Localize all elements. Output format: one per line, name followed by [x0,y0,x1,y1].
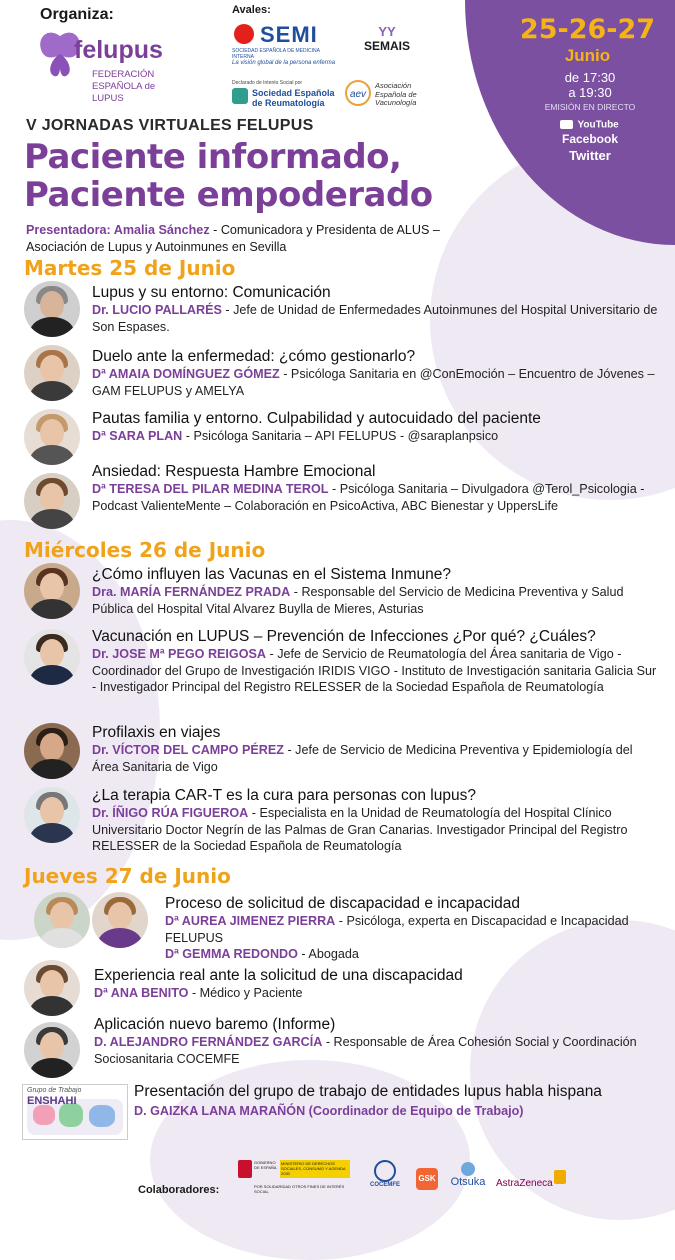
cocemfe-text: COCEMFE [370,1182,400,1188]
speaker-name: Dª TERESA DEL PILAR MEDINA TEROL [92,482,329,496]
talk-desc [92,805,661,855]
speaker-name: Dr. LUCIO PALLARÉS [92,303,222,317]
speaker-photo [92,892,148,948]
speaker-role: - Jefe de Unidad de Enfermedades Autoinmunes del Hospital Universitario de Son Espases. [92,303,658,334]
talk-desc [92,646,661,696]
talk-item [92,786,661,855]
talk-item [165,894,661,963]
day-heading-3: Jueves 27 de Junio [24,864,231,888]
talk-desc [92,366,661,399]
talk-title: Pautas familia y entorno. Culpabilidad y autocuidado del paciente [92,410,541,427]
twitter-link[interactable]: Twitter [569,148,611,163]
otsuka-logo [448,1162,488,1200]
enshahi-name: ENSHAHI [27,1095,77,1107]
gsk-logo: GSK [416,1168,438,1190]
talk-item [92,283,661,335]
felupus-logo [36,28,176,108]
speaker-name: Dª AMAIA DOMÍNGUEZ GÓMEZ [92,367,280,381]
talk-title: Experiencia real ante la solicitud de una discapacidad [94,967,463,984]
speaker-role: - Psicóloga Sanitaria en @ConEmoción – Encuentro de Jóvenes – GAM FELUPUS y AMELYA [92,367,655,398]
youtube-icon [560,120,573,129]
astrazeneca-logo [496,1170,566,1196]
event-subtitle: V JORNADAS VIRTUALES FELUPUS [26,117,314,134]
facebook-link[interactable]: Facebook [561,132,618,146]
speaker-name: Dr. JOSE Mª PEGO REIGOSA [92,647,267,661]
gobierno-text: GOBIERNO DE ESPAÑA [254,1160,277,1170]
aev-name: Asociación Española de Vacunología [375,81,417,107]
event-month: Junio [564,46,611,65]
semi-tag: La visión global de la persona enferma [232,60,336,66]
talk-title: Lupus y su entorno: Comunicación [92,284,331,301]
speaker-photo [34,892,90,948]
talk-title: Proceso de solicitud de discapacidad e incapacidad [165,895,521,912]
talk-title: ¿Cómo influyen las Vacunas en el Sistema Inmune? [92,566,451,583]
reuma-icon [232,88,248,104]
talk-title: Ansiedad: Respuesta Hambre Emocional [92,463,376,480]
astrazeneca-text: AstraZeneca [496,1178,553,1189]
semais-icon: ΥΥ [378,24,396,39]
speaker-role: - Responsable de Área Cohesión Social y Coordinación Sociosanitaria COCEMFE [94,1035,637,1066]
speaker-role: - Jefe de Servicio de Medicina Preventiva y Epidemiología del Área Sanitaria de Vigo [92,743,633,774]
avales-label: Avales: [232,4,271,16]
speaker-role: - Médico y Paciente [188,986,303,1000]
talk-item [94,1015,661,1067]
speaker-name: Dª SARA PLAN [92,429,183,443]
talk-item [92,627,661,696]
talk-title: Profilaxis en viajes [92,724,221,741]
speaker-name: D. ALEJANDRO FERNÁNDEZ GARCÍA [94,1035,323,1049]
talk-item [92,723,661,775]
talk-title: ¿La terapia CAR-T es la cura para personas con lupus? [92,787,476,804]
otsuka-text: Otsuka [450,1176,486,1188]
speaker-photo [24,1022,80,1078]
presenter-desc-2: Asociación de Lupus y Autoinmunes en Sevilla [26,240,287,254]
talk-item [134,1082,604,1120]
solidaridad-text: POR SOLIDARIDAD OTROS FINES DE INTERÉS SOCIAL [254,1184,345,1194]
talk-item [92,462,661,514]
speaker-name: Dª ANA BENITO [94,986,189,1000]
semi-sub: SOCIEDAD ESPAÑOLA DE MEDICINA INTERNA [232,48,320,60]
talk-desc [92,481,661,514]
day-heading-2: Miércoles 26 de Junio [24,538,266,562]
speaker-role: - Psicóloga, experta en Discapacidad e Incapacidad FELUPUS [165,914,629,945]
talk-desc [92,428,661,445]
aev-icon: aev [345,80,371,106]
speaker-photo [24,281,80,337]
speaker-name: Dr. ÍÑIGO RÚA FIGUEROA [92,806,249,820]
colaboradores-label: Colaboradores: [138,1184,220,1196]
speaker-name: Dra. MARÍA FERNÁNDEZ PRADA [92,585,291,599]
cocemfe-icon [374,1160,396,1182]
enshahi-logo [22,1084,128,1140]
speaker-photo [24,345,80,401]
semi-logo [232,20,337,75]
event-title-2: Paciente empoderado [24,175,433,215]
talk-title: Presentación del grupo de trabajo de entidades lupus habla hispana [134,1083,602,1100]
felupus-wordmark: felupus [74,36,163,64]
ministerio-text: MINISTERIO DE DERECHOS SOCIALES, CONSUMO Y AGENDA 2030 [280,1160,350,1178]
speaker-name: D. GAIZKA LANA MARAÑÓN (Coordinador de Equipo de Trabajo) [134,1104,524,1118]
reuma-logo [232,80,342,110]
talk-title: Vacunación en LUPUS – Prevención de Infecciones ¿Por qué? ¿Cuáles? [92,628,596,645]
talk-desc [94,985,661,1002]
time-start: de 17:30 [564,70,616,85]
speaker-photo [24,960,80,1016]
talk-desc [92,584,661,617]
reuma-name: Sociedad Española de Reumatología [252,88,335,108]
event-dates: 25-26-27 [519,14,656,45]
gobierno-logo [238,1160,358,1200]
felupus-sub-2: ESPAÑOLA de [92,81,156,92]
day-heading-1: Martes 25 de Junio [24,256,236,280]
speaker-photo [24,563,80,619]
reuma-small: Declarado de Interés Social por [232,80,303,86]
speaker-photo [24,629,80,685]
talk-item [92,409,661,445]
speaker-role: - Responsable del Servicio de Medicina Preventiva y Salud Pública del Hospital Vital Alvarez Buylla de Mieres, Asturias [92,585,624,616]
felupus-sub-3: LUPUS [92,93,124,104]
event-title-1: Paciente informado, [24,137,402,177]
talk-desc [165,913,661,963]
talk-desc [134,1103,604,1120]
speaker-name: Dr. VÍCTOR DEL CAMPO PÉREZ [92,743,284,757]
presenter-name: Presentadora: Amalia Sánchez [26,223,210,237]
semais-logo [352,24,422,74]
talk-title: Duelo ante la enfermedad: ¿cómo gestionarlo? [92,348,416,365]
talk-desc [92,742,661,775]
youtube-label: YouTube [577,119,619,131]
organiza-label: Organiza: [40,6,114,23]
felupus-sub-1: FEDERACIÓN [92,69,155,80]
semi-wordmark: SEMI [260,22,318,47]
talk-item [94,966,661,1002]
talk-item [92,347,661,399]
speaker-photo [24,723,80,779]
otsuka-icon [461,1162,475,1176]
speaker-role: - Jefe de Servicio de Reumatología del Área sanitaria de Vigo - Coordinador del Grupo de Investigación IRIDIS VIGO - Instituto de Investigación sanitaria Galicia Sur - Investigador Principal del Registro RELESSER de la Sociedad Española de Reumatología [92,647,657,694]
coat-of-arms-icon [238,1160,252,1178]
talk-item [92,565,661,617]
speaker-name: Dª AUREA JIMENEZ PIERRA [165,914,336,928]
semi-circle-icon [234,24,254,44]
aev-logo [345,80,435,110]
speaker-name-2: Dª GEMMA REDONDO [165,947,298,961]
enshahi-top: Grupo de Trabajo [27,1087,82,1094]
speaker-photo [24,787,80,843]
talk-desc [94,1034,661,1067]
youtube-link[interactable] [560,116,660,131]
cocemfe-logo [364,1160,406,1200]
speaker-photo [24,473,80,529]
semais-wordmark: SEMAIS [363,39,410,53]
live-label: EMISIÓN EN DIRECTO [544,102,636,112]
time-end: a 19:30 [568,85,612,100]
speaker-role: - Psicóloga Sanitaria – Divulgadora @Terol_Psicologia - Podcast ValienteMente – Colaboración en PsicoActiva, ABC Bienestar y UppersLife [92,482,645,513]
speaker-role-2: - Abogada [297,947,359,961]
presenter [26,222,496,256]
talk-title: Aplicación nuevo baremo (Informe) [94,1016,336,1033]
speaker-photo [24,409,80,465]
speaker-role: - Especialista en la Unidad de Reumatología del Hospital Clínico Universitario Doctor Negrín de las Palmas de Gran Canarias. Investigador Principal del Registro RELESSER de la Sociedad Española de Reumatología [92,806,628,853]
speaker-role: - Psicóloga Sanitaria – API FELUPUS - @saraplanpsico [182,429,499,443]
talk-desc [92,302,661,335]
astrazeneca-icon [554,1170,566,1184]
presenter-desc: - Comunicadora y Presidenta de ALUS – [209,223,440,237]
